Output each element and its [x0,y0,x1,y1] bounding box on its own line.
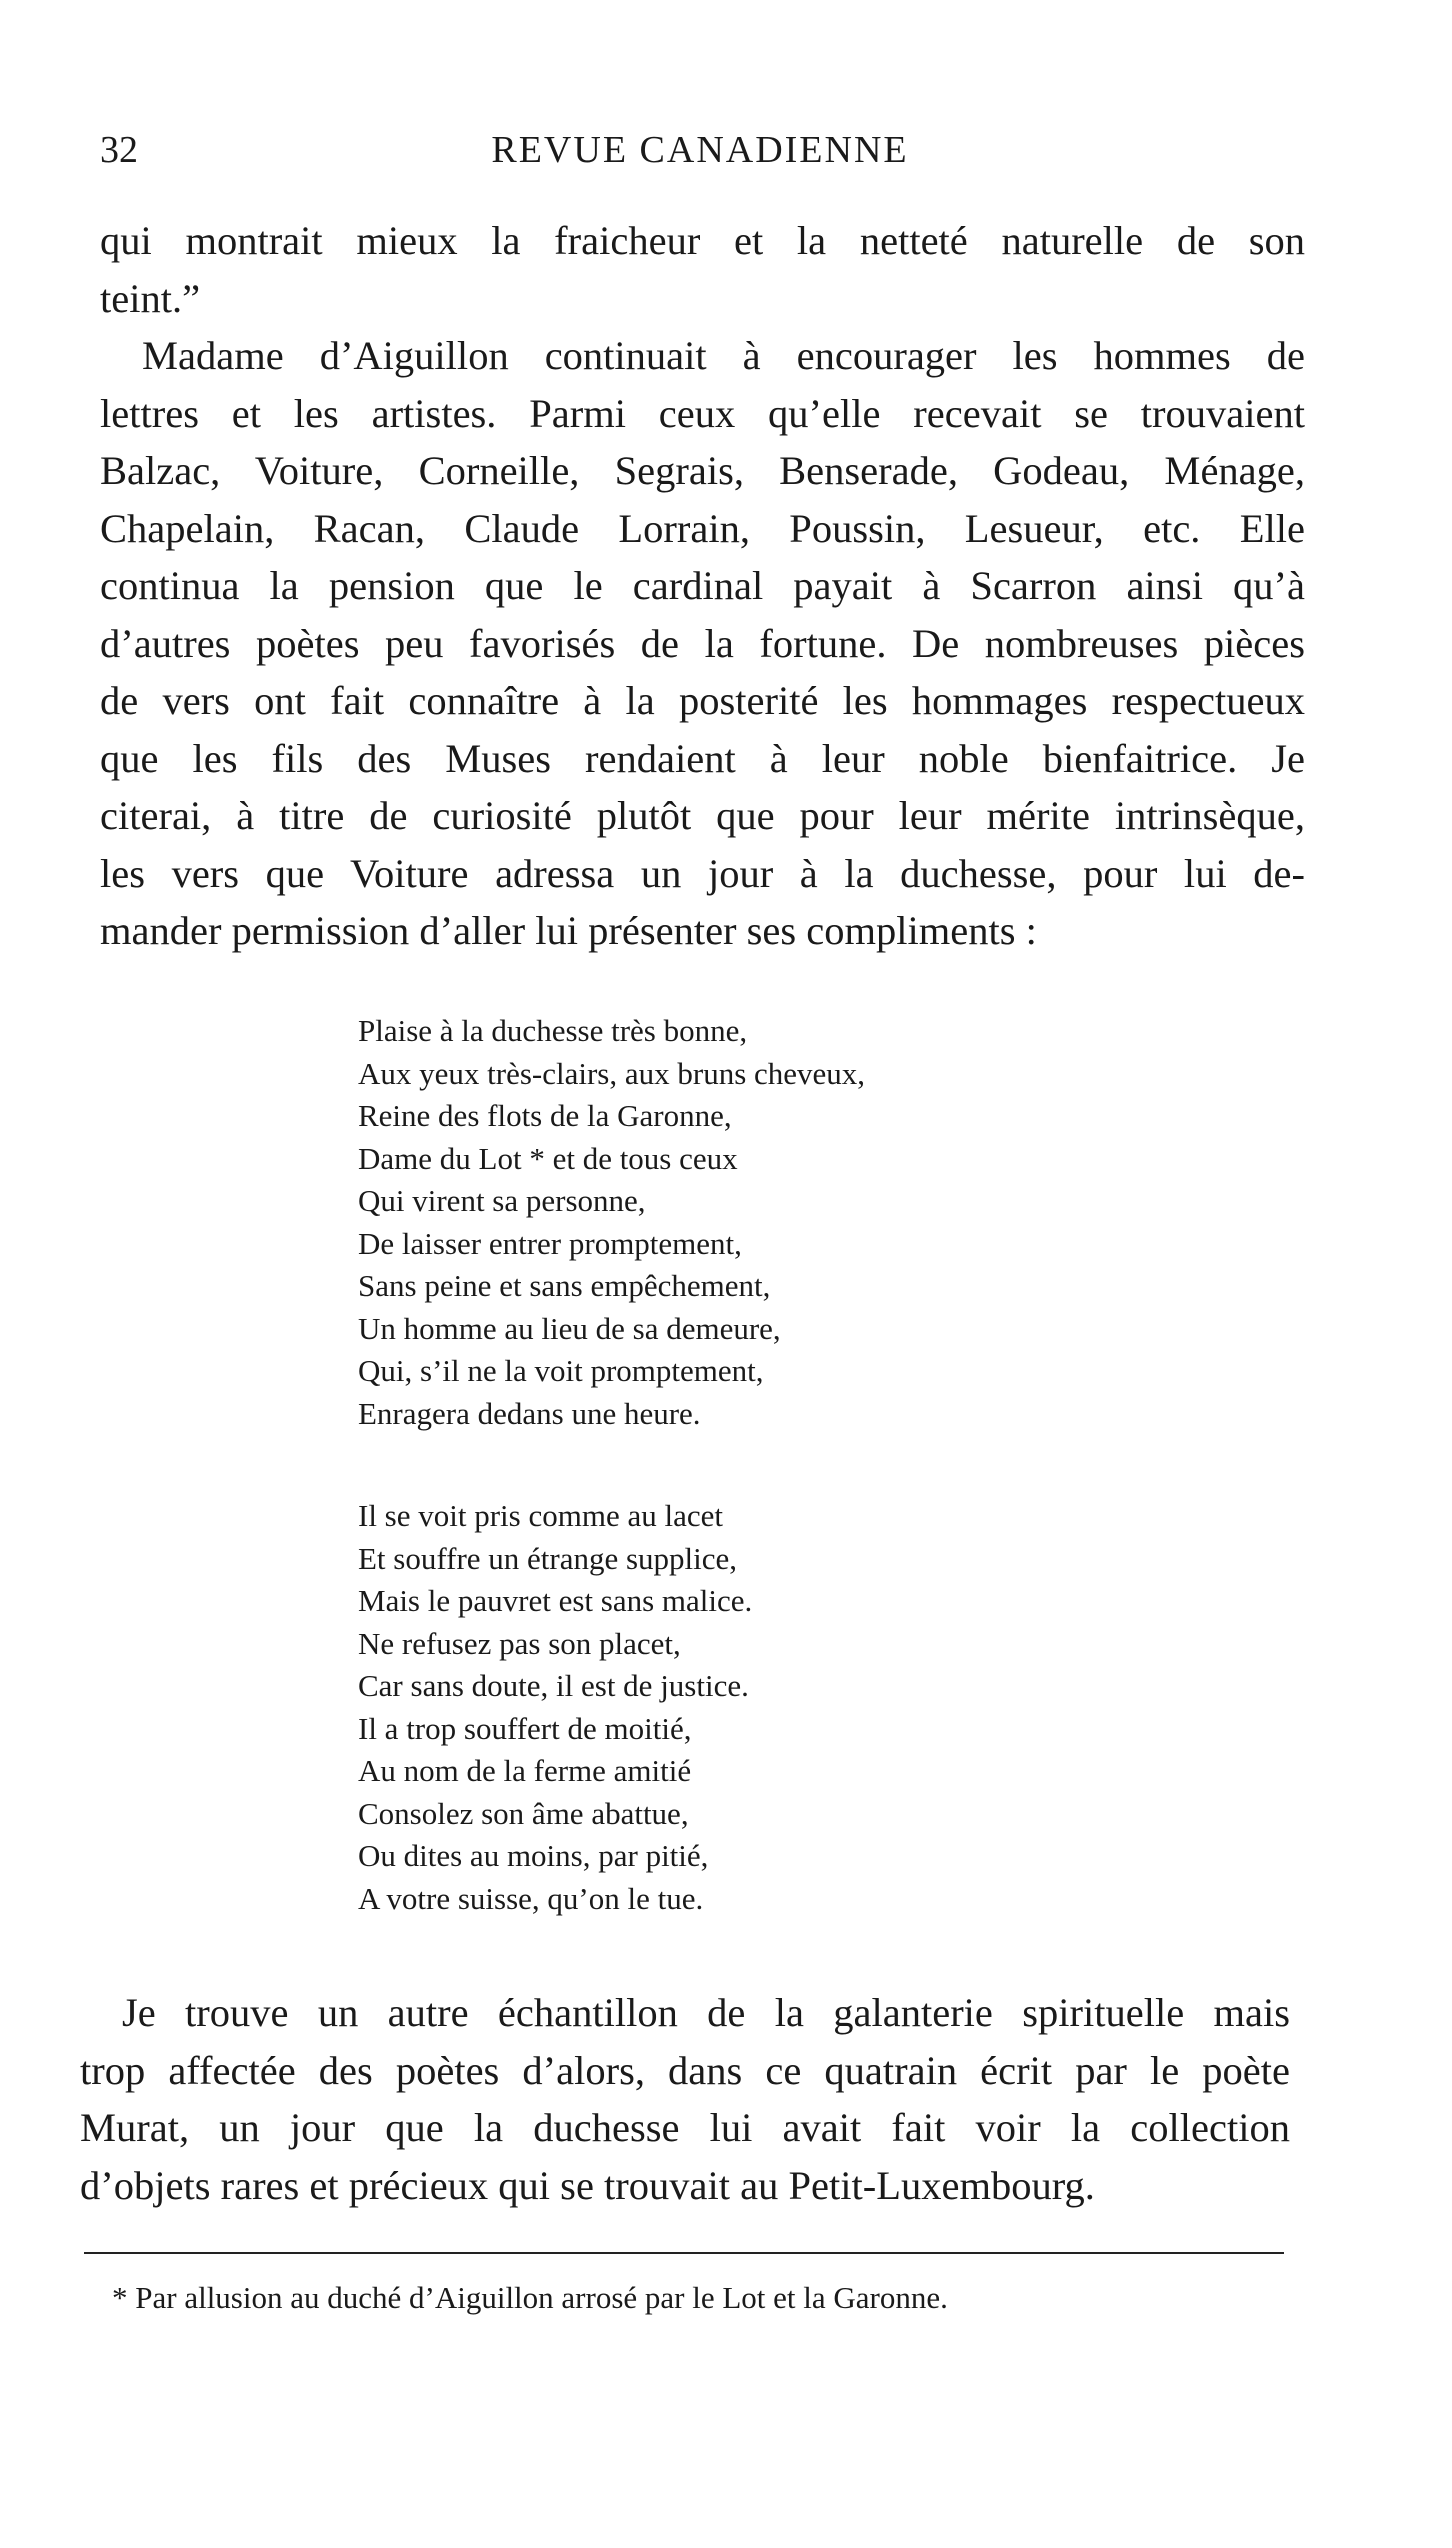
poem-stanza-1 [358,1010,865,1435]
body-text-bottom [80,1984,1290,2214]
poem-stanza-2 [358,1495,752,1920]
text-line: d’objets rares et précieux qui se trouvait au Petit-Luxembourg. [80,2162,1095,2208]
text-line: Balzac, Voiture, Corneille, Segrais, Benserade, Godeau, Ménage, [100,448,1305,493]
opening-paragraph [100,212,1305,327]
poem-verse: Qui, s’il ne la voit promptement, [358,1353,764,1388]
text-line: continua la pension que le cardinal payait à Scarron ainsi qu’à [100,563,1305,608]
paragraph-madame-aiguillon [100,327,1305,960]
text-line: de vers ont fait connaître à la posterité les hommages respectueux [100,678,1305,723]
poem-verse: Mais le pauvret est sans malice. [358,1583,753,1618]
poem-verse: Consolez son âme abattue, [358,1795,689,1831]
poem-verse: Il se voit pris comme au lacet [358,1498,723,1533]
footnote: * Par allusion au duché d’Aiguillon arrosé par le Lot et la Garonne. [112,2280,948,2315]
text-line: d’autres poètes peu favorisés de la fortune. De nombreuses pièces [100,620,1305,666]
text-line: Chapelain, Racan, Claude Lorrain, Poussin, Lesueur, etc. Elle [100,505,1305,551]
poem-verse: A votre suisse, qu’on le tue. [358,1880,704,1916]
text-line: Murat, un jour que la duchesse lui avait fait voir la collection [80,2105,1290,2150]
text-line: Je trouve un autre échantillon de la galanterie spirituelle mais [122,1990,1290,2035]
running-title: REVUE CANADIENNE [491,129,909,171]
poem-verse: Au nom de la ferme amitié [358,1753,692,1788]
body-text-top [100,212,1305,960]
text-line: qui montrait mieux la fraicheur et la netteté naturelle de son [100,218,1305,263]
text-line: teint.” [100,275,201,321]
poem-verse: Sans peine et sans empêchement, [358,1268,771,1303]
text-line: trop affectée des poètes d’alors, dans ce quatrain écrit par le poète [80,2047,1290,2093]
text-line: que les fils des Muses rendaient à leur noble bienfaitrice. Je [100,735,1305,781]
poem-verse: Il a trop souffert de moitié, [358,1710,692,1746]
page-number: 32 [100,129,138,171]
poem-verse: Reine des flots de la Garonne, [358,1098,732,1133]
text-line: lettres et les artistes. Parmi ceux qu’elle recevait se trouvaient [100,390,1305,436]
text-line: Madame d’Aiguillon continuait à encourager les hommes de [142,333,1305,378]
page-header [100,128,1300,188]
poem-verse: Dame du Lot * et de tous ceux [358,1140,738,1176]
footnote-divider [84,2252,1284,2254]
text-line: mander permission d’aller lui présenter ses compliments : [100,908,1037,953]
poem-verse: Car sans doute, il est de justice. [358,1668,749,1703]
poem-verse: Qui virent sa personne, [358,1183,646,1218]
poem-verse: Ou dites au moins, par pitié, [358,1838,709,1873]
poem-verse: Ne refusez pas son placet, [358,1625,681,1661]
text-line: citerai, à titre de curiosité plutôt que pour leur mérite intrinsèque, [100,793,1305,838]
poem-verse: Enragera dedans une heure. [358,1395,701,1431]
poem-verse: Plaise à la duchesse très bonne, [358,1013,748,1048]
poem-verse: De laisser entrer promptement, [358,1225,742,1261]
poem-verse: Et souffre un étrange supplice, [358,1540,738,1576]
poem-verse: Aux yeux très-clairs, aux bruns cheveux, [358,1055,866,1091]
paragraph-murat-quatrain [80,1984,1290,2214]
text-line: les vers que Voiture adressa un jour à la duchesse, pour lui de- [100,850,1305,896]
poem-verse: Un homme au lieu de sa demeure, [358,1310,781,1346]
